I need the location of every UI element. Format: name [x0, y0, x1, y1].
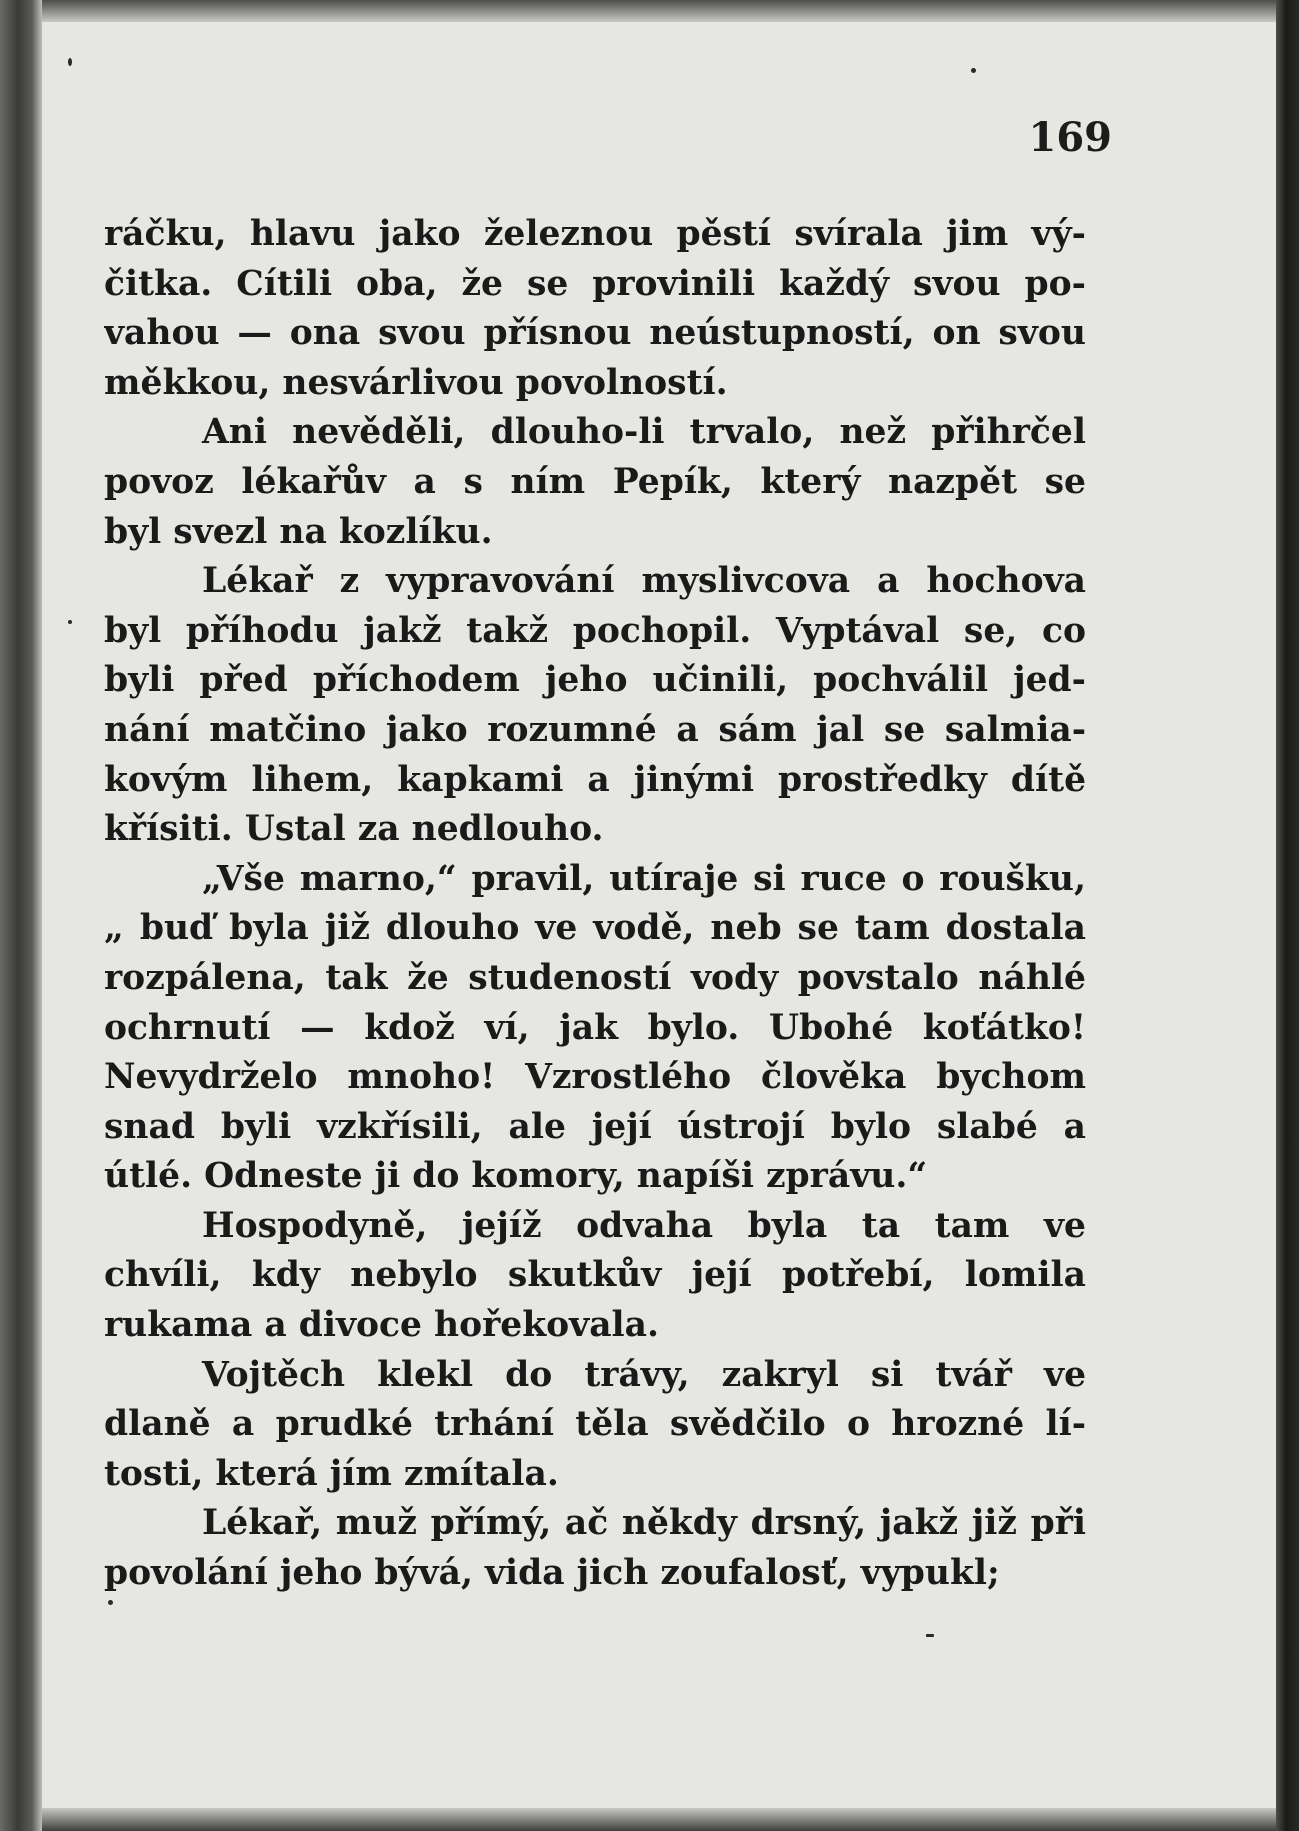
paragraph	[104, 1499, 1086, 1598]
text-line: Hospodyně, jejíž odvaha byla ta tam ve	[202, 1205, 1086, 1246]
text-line: ráčku, hlavu jako železnou pěstí svírala jim vý-	[104, 214, 1086, 254]
page-edge-top	[42, 0, 1276, 22]
text-line: chvíli, kdy nebylo skutkův její potřebí, lomila	[104, 1255, 1086, 1296]
text-line: snad byli vzkřísili, ale její ústrojí bylo slabé a	[104, 1106, 1086, 1147]
text-line: Lékař, muž přímý, ač někdy drsný, jakž již při	[202, 1503, 1086, 1544]
text-line: čitka. Cítili oba, že se provinili každý svou po-	[104, 263, 1086, 304]
text-line: povoz lékařův a s ním Pepík, který nazpět se	[104, 461, 1086, 502]
paragraph	[104, 1351, 1086, 1500]
text-line: útlé. Odneste ji do komory, napíši zprávu.“	[104, 1156, 928, 1197]
text-line: Nevydrželo mnoho! Vzrostlého člověka bychom	[104, 1057, 1086, 1098]
page-edge-right	[1276, 0, 1299, 1831]
paragraph	[104, 210, 1086, 408]
print-speck	[926, 1634, 934, 1637]
text-line: byl příhodu jakž takž pochopil. Vyptával se, co	[104, 610, 1086, 651]
paragraph	[104, 408, 1086, 557]
body-text	[104, 210, 1086, 1599]
print-speck	[68, 58, 72, 66]
binding-shadow-left	[0, 0, 42, 1831]
print-speck	[68, 620, 72, 624]
text-line: povolání jeho bývá, vida jich zoufalosť, vypukl;	[104, 1553, 1000, 1594]
print-speck	[108, 1600, 113, 1605]
text-line: rukama a divoce hořekovala.	[104, 1305, 660, 1346]
text-line: Vojtěch klekl do trávy, zakryl si tvář ve	[202, 1354, 1086, 1395]
text-line: byli před příchodem jeho učinili, pochválil jed-	[104, 660, 1086, 701]
paragraph	[104, 557, 1086, 855]
text-line: dlaně a prudké trhání těla svědčilo o hrozné lí-	[104, 1404, 1086, 1445]
page-number: 169	[1028, 114, 1112, 161]
text-line: tosti, která jím zmítala.	[104, 1453, 559, 1494]
text-line: ochrnutí — kdož ví, jak bylo. Ubohé koťátko!	[104, 1007, 1086, 1048]
text-line: měkkou, nesvárlivou povolností.	[104, 362, 728, 403]
print-speck	[971, 68, 976, 73]
text-line: kovým lihem, kapkami a jinými prostředky dítě	[104, 759, 1086, 800]
page-edge-bottom	[42, 1808, 1276, 1831]
text-line: rozpálena, tak že studeností vody povstalo náhlé	[104, 957, 1086, 998]
paragraph	[104, 1202, 1086, 1351]
text-line: křísiti. Ustal za nedlouho.	[104, 809, 604, 850]
text-line: vahou — ona svou přísnou neústupností, on svou	[104, 313, 1086, 354]
text-line: „Vše marno,“ pravil, utíraje si ruce o roušku,	[202, 858, 1086, 899]
text-line: Ani nevěděli, dlouho-li trvalo, než přihrčel	[202, 412, 1086, 453]
text-line: Lékař z vypravování myslivcova a hochova	[202, 561, 1086, 602]
text-line: nání matčino jako rozumné a sám jal se salmia-	[104, 709, 1086, 750]
text-line: „ buď byla již dlouho ve vodě, neb se tam dostala	[104, 908, 1086, 949]
paragraph	[104, 855, 1086, 1202]
text-line: byl svezl na kozlíku.	[104, 511, 493, 552]
